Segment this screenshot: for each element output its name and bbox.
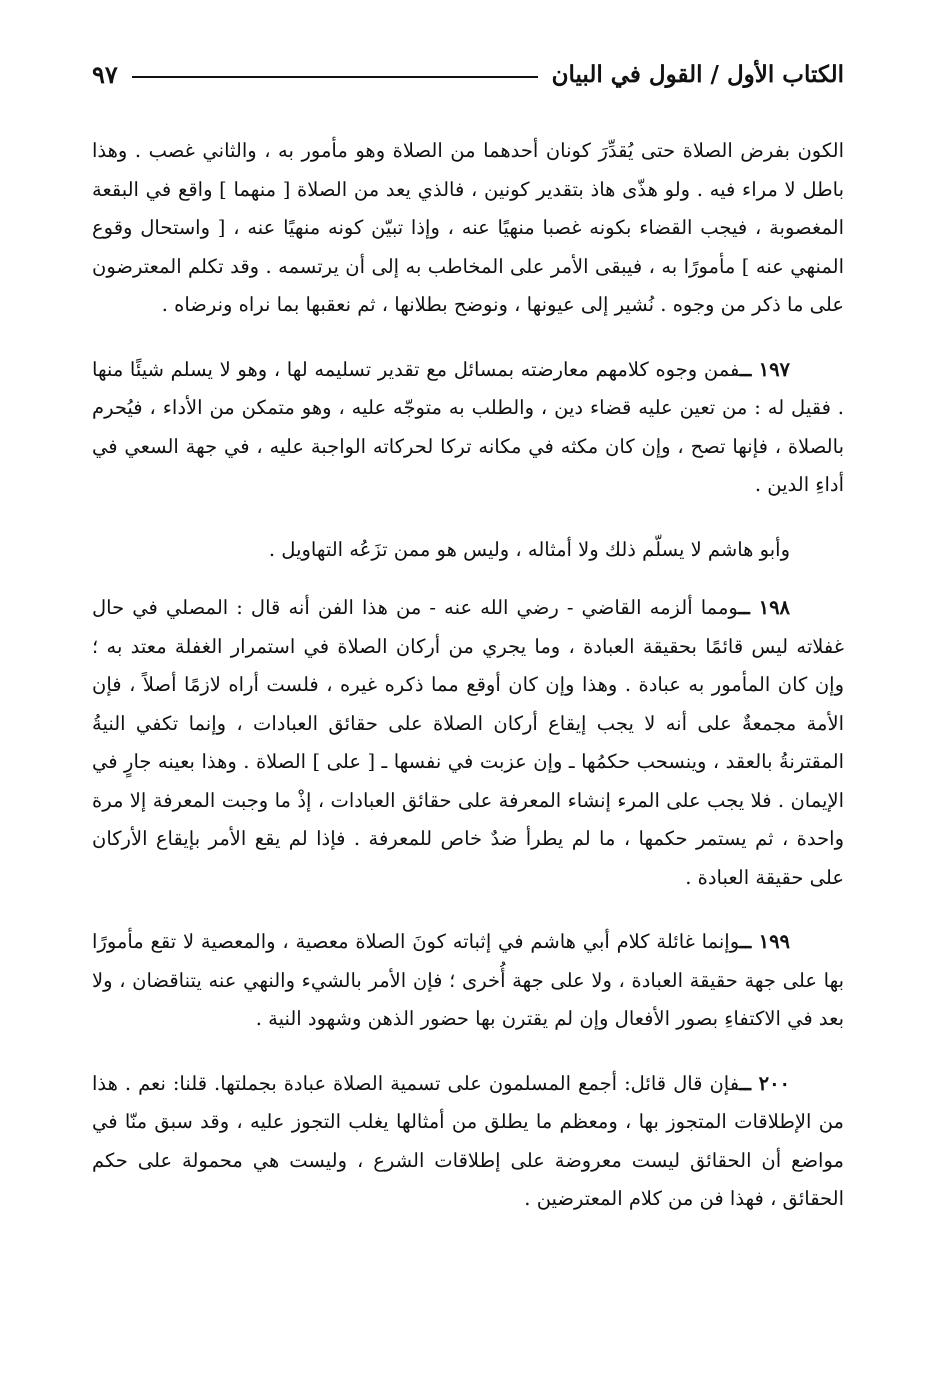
page-body (92, 132, 844, 1219)
paragraph-200 (92, 1065, 844, 1219)
running-header (92, 52, 844, 96)
header-title: الكتاب الأول / القول في البيان (551, 60, 844, 88)
paragraph-199 (92, 923, 844, 1039)
book-page (92, 52, 844, 1245)
paragraph-198 (92, 589, 844, 897)
paragraph-number: ١٩٩ ــ (739, 930, 791, 953)
paragraph-text: ومما ألزمه القاضي - رضي الله عنه - من هذا الفن أنه قال : المصلي في حال غفلاته ليس قائمًا بحقيقة العبادة ، وما يجري من أركان الصلاة في استمرار الغفلة معتد به ؛ وإن كان المأمور به عبادة . وهذا وإن كان أوقع مما ذكره غيره ، فلست أراه لازمًا أصلاً ، فإن الأمة مجمعةٌ على أنه لا يجب إيقاع أركان الصلاة على حقائق العبادات ، وإنما تكفي النيةُ المقترنةُ بالعقد ، وينسحب حكمُها ـ وإن عزبت في نفسها ـ [ على ] الصلاة . وهذا بعينه جارٍ في الإيمان . فلا يجب على المرء إنشاء المعرفة على حقائق العبادات ، إذْ ما وجبت المعرفة إلا مرة واحدة ، ثم يستمر حكمها ، ما لم يطرأ ضدٌ خاص للمعرفة . فإذا لم يقع الأمر بإيقاع الأركان على حقيقة العبادة . (92, 596, 844, 889)
paragraph-abu-hashim (92, 531, 844, 570)
paragraph-number: ١٩٨ ــ (738, 596, 791, 619)
paragraph-text: الكون بفرض الصلاة حتى يُقدِّرَ كونان أحدهما من الصلاة وهو مأمور به ، والثاني غصب . وهذا باطل لا مراء فيه . ولو هذّى هاذ بتقدير كونين ، فالذي يعد من الصلاة [ منهما ] واقع في البقعة المغصوبة ، فيجب القضاء بكونه غصبا منهيًا عنه ، وإذا تبيّن كونه منهيًا عنه ، [ واستحال وقوع المنهي عنه ] مأمورًا به ، فيبقى الأمر على المخاطب به إلى أن يرتسمه . وقد تكلم المعترضون على ما ذكر من وجوه . نُشير إلى عيونها ، ونوضح بطلانها ، ثم نعقبها بما نراه ونرضاه . (92, 139, 844, 316)
paragraph-number: ١٩٧ ــ (739, 357, 791, 381)
paragraph-text: فإن قال قائل: أجمع المسلمون على تسمية الصلاة عبادة بجملتها. قلنا: نعم . هذا من الإطلاقات المتجوز بها ، ومعظم ما يطلق من أمثالها يغلب التجوز عليه ، وقد سبق منّا في مواضع أن الحقائق ليست معروضة على إطلاقات الشرع ، وليست هي محمولة على حكم الحقائق ، فهذا فن من كلام المعترضين . (92, 1071, 844, 1210)
paragraph-continuation (92, 132, 844, 325)
paragraph-197 (92, 351, 844, 505)
paragraph-text: وأبو هاشم لا يسلّم ذلك ولا أمثاله ، وليس هو ممن تزَعُه التهاويل . (268, 537, 790, 561)
paragraph-text: وإنما غائلة كلام أبي هاشم في إثباته كونَ الصلاة معصية ، والمعصية لا تقع مأمورًا بها على جهة حقيقة العبادة ، ولا على جهة أُخرى ؛ فإن الأمر بالشيء والنهي عنه يتناقضان ، ولا بعد في الاكتفاءِ بصور الأفعال وإن لم يقترن بها حضور الذهن وشهود النية . (92, 930, 844, 1030)
paragraph-text: فمن وجوه كلامهم معارضته بمسائل مع تقدير تسليمه لها ، وهو لا يسلم شيئًا منها . فقيل له : من تعين عليه قضاء دين ، والطلب به متوجّه عليه ، وهو متمكن من الأداء ، فيُحرم بالصلاة ، فإنها تصح ، وإن كان مكثه في مكانه تركا لحركاته الواجبة عليه ، في جهة السعي في أداءِ الدين . (92, 357, 844, 496)
page-number: ٩٧ (92, 59, 118, 89)
paragraph-number: ٢٠٠ ــ (739, 1071, 791, 1095)
header-divider (132, 76, 538, 78)
